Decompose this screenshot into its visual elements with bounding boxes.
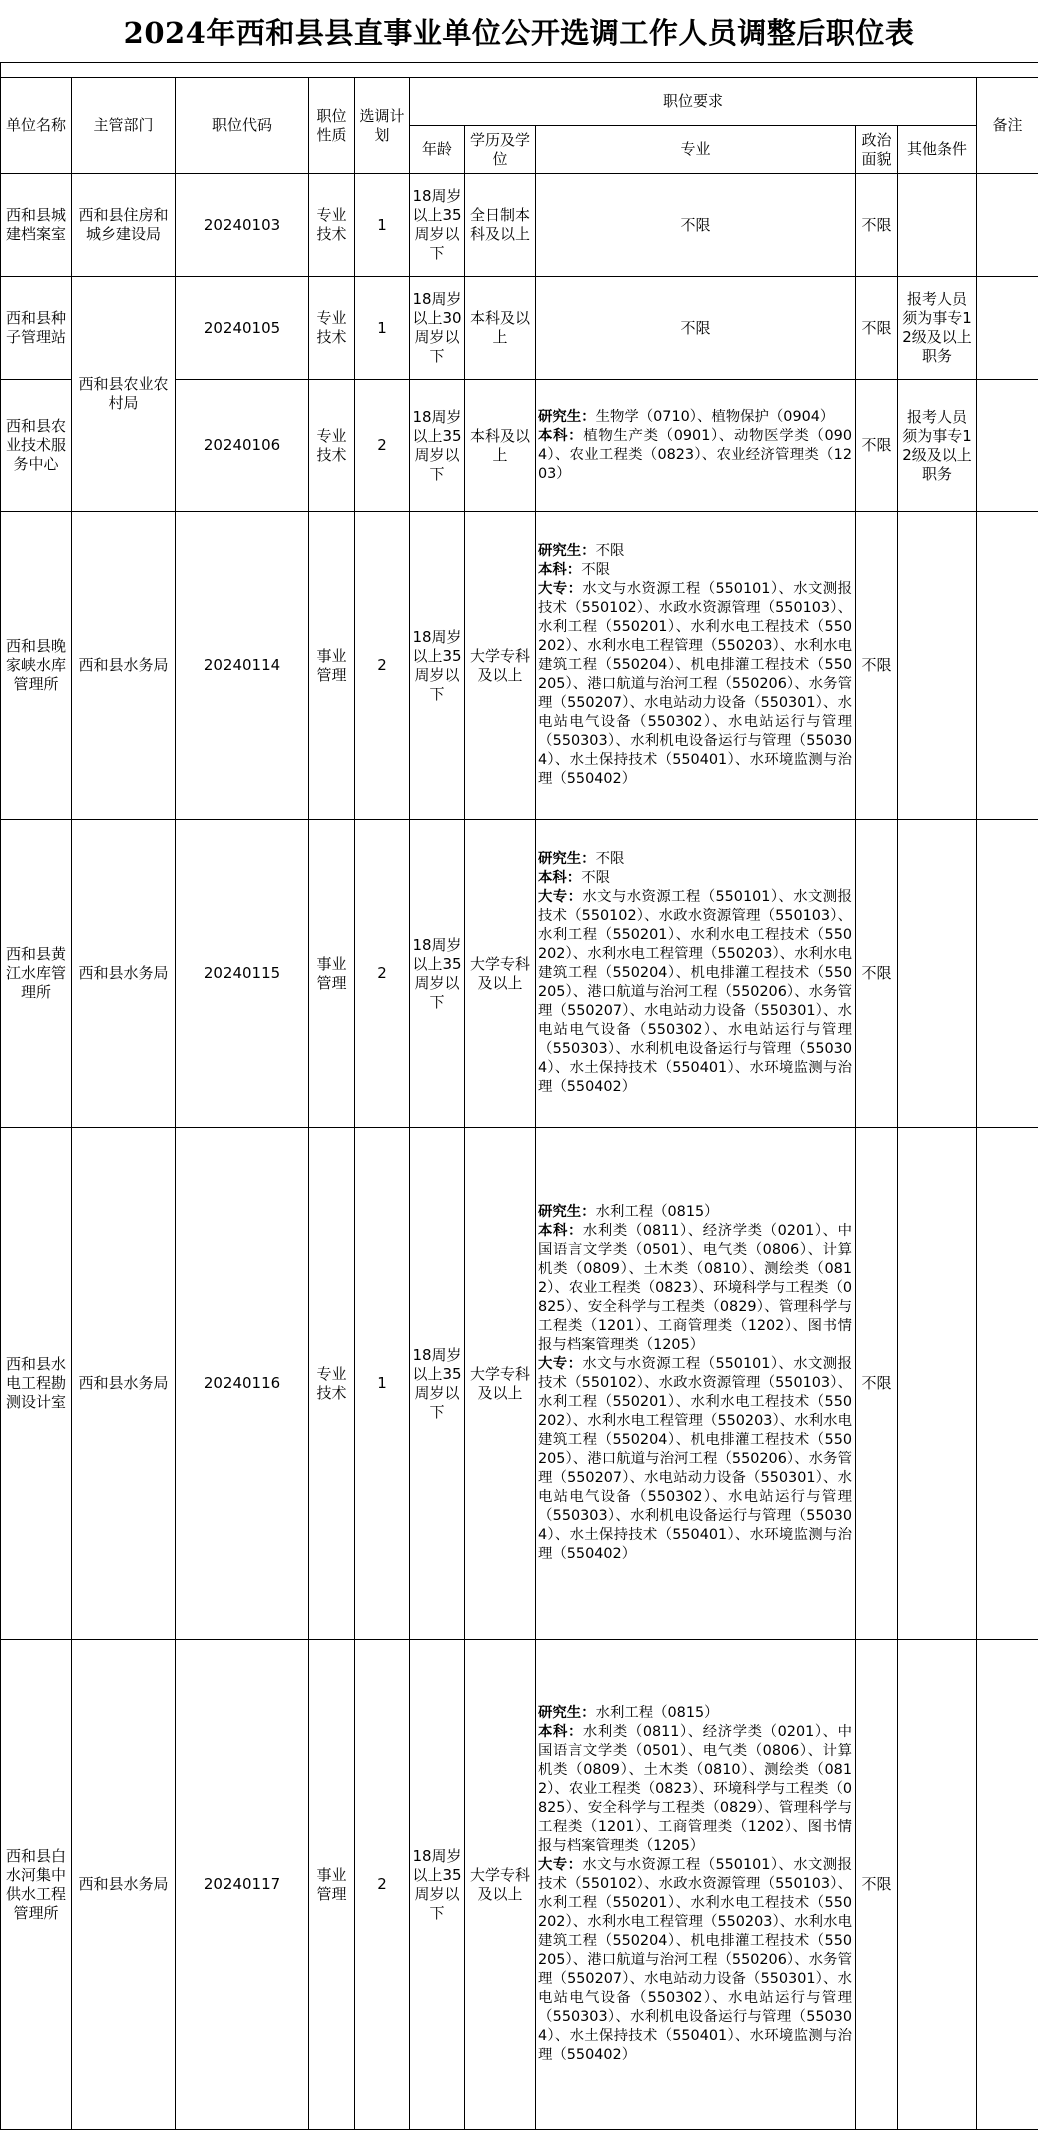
unit-cell: 西和县农业技术服务中心 [1, 380, 72, 512]
spacer-row [1, 63, 1038, 78]
political-cell: 不限 [856, 1128, 898, 1640]
table-row [1, 512, 1038, 820]
education-cell: 大学专科及以上 [465, 512, 536, 820]
table-row [1, 1128, 1038, 1640]
education-cell: 大学专科及以上 [465, 1128, 536, 1640]
major-cell [536, 380, 856, 512]
nature-cell: 事业管理 [309, 512, 355, 820]
grad-label: 研究生： [538, 408, 596, 425]
nature-cell: 专业技术 [309, 174, 355, 277]
other-cell [898, 820, 977, 1128]
other-cell [898, 1640, 977, 2130]
major-cell [536, 1640, 856, 2130]
header-political: 政治面貌 [856, 126, 898, 174]
ug-label: 本科： [538, 1223, 583, 1239]
other-cell: 报考人员须为事专12级及以上职务 [898, 380, 977, 512]
plan-cell: 2 [355, 1640, 410, 2130]
jc-label: 大专： [538, 889, 583, 905]
political-cell: 不限 [856, 174, 898, 277]
code-cell: 20240115 [176, 820, 309, 1128]
table-row [1, 174, 1038, 277]
jc-majors: 水文与水资源工程（550101）、水文测报技术（550102）、水政水资源管理（550103）、水利工程（550201）、水利水电工程技术（550202）、水利水电工程管理（550203）、水利水电建筑工程（550204）、机电排灌工程技术（550205）、港口航道与治河工程（550206）、水务管理（550207）、水电站动力设备（550301）、水电站电气设备（550302）、水电站运行与管理（550303）、水利机电设备运行与管理（550304）、水土保持技术（550401）、水环境监测与治理（550402） [538, 581, 852, 787]
other-cell [898, 174, 977, 277]
remarks-cell [977, 277, 1038, 380]
grad-majors: 不限 [595, 851, 625, 867]
political-cell: 不限 [856, 820, 898, 1128]
plan-cell: 1 [355, 277, 410, 380]
remarks-cell [977, 820, 1038, 1128]
code-cell: 20240103 [176, 174, 309, 277]
grad-majors: 水利工程（0815） [595, 1705, 719, 1721]
political-cell: 不限 [856, 512, 898, 820]
grad-label: 研究生： [538, 543, 596, 559]
plan-cell: 2 [355, 820, 410, 1128]
jc-majors: 水文与水资源工程（550101）、水文测报技术（550102）、水政水资源管理（550103）、水利工程（550201）、水利水电工程技术（550202）、水利水电工程管理（550203）、水利水电建筑工程（550204）、机电排灌工程技术（550205）、港口航道与治河工程（550206）、水务管理（550207）、水电站动力设备（550301）、水电站电气设备（550302）、水电站运行与管理（550303）、水利机电设备运行与管理（550304）、水土保持技术（550401）、水环境监测与治理（550402） [538, 889, 852, 1095]
page-title: 2024年西和县县直事业单位公开选调工作人员调整后职位表 [123, 15, 915, 50]
header-age: 年龄 [410, 126, 465, 174]
department-cell: 西和县水务局 [72, 512, 176, 820]
header-requirements: 职位要求 [410, 78, 977, 126]
jc-label: 大专： [538, 1857, 583, 1873]
jc-majors: 水文与水资源工程（550101）、水文测报技术（550102）、水政水资源管理（550103）、水利工程（550201）、水利水电工程技术（550202）、水利水电工程管理（550203）、水利水电建筑工程（550204）、机电排灌工程技术（550205）、港口航道与治河工程（550206）、水务管理（550207）、水电站动力设备（550301）、水电站电气设备（550302）、水电站运行与管理（550303）、水利机电设备运行与管理（550304）、水土保持技术（550401）、水环境监测与治理（550402） [538, 1857, 852, 2063]
grad-label: 研究生： [538, 1705, 596, 1721]
age-cell: 18周岁以上30周岁以下 [410, 277, 465, 380]
code-cell: 20240105 [176, 277, 309, 380]
table-row [1, 820, 1038, 1128]
header-unit-name: 单位名称 [1, 78, 72, 174]
department-cell: 西和县农业农村局 [72, 277, 176, 512]
political-cell: 不限 [856, 277, 898, 380]
header-major: 专业 [536, 126, 856, 174]
ug-majors: 水利类（0811）、经济学类（0201）、中国语言文学类（0501）、电气类（0806）、计算机类（0809）、土木类（0810）、测绘类（0812）、农业工程类（0823）、环境科学与工程类（0825）、安全科学与工程类（0829）、管理科学与工程类（1201）、工商管理类（1202）、图书情报与档案管理类（1205） [538, 1223, 852, 1353]
ug-majors: 植物生产类（0901）、动物医学类（0904）、农业工程类（0823）、农业经济管理类（1203） [538, 427, 852, 482]
other-cell [898, 1128, 977, 1640]
code-cell: 20240117 [176, 1640, 309, 2130]
remarks-cell [977, 174, 1038, 277]
education-cell: 大学专科及以上 [465, 820, 536, 1128]
major-cell: 不限 [536, 174, 856, 277]
plan-cell: 1 [355, 1128, 410, 1640]
major-cell [536, 820, 856, 1128]
remarks-cell [977, 1640, 1038, 2130]
ug-majors: 不限 [581, 562, 610, 578]
code-cell: 20240116 [176, 1128, 309, 1640]
grad-majors: 水利工程（0815） [595, 1204, 719, 1220]
plan-cell: 2 [355, 512, 410, 820]
major-cell [536, 1128, 856, 1640]
unit-cell: 西和县黄江水库管理所 [1, 820, 72, 1128]
header-department: 主管部门 [72, 78, 176, 174]
education-cell: 本科及以上 [465, 380, 536, 512]
code-cell: 20240114 [176, 512, 309, 820]
ug-label: 本科： [538, 1724, 583, 1740]
position-table [0, 62, 1038, 2130]
ug-label: 本科： [538, 427, 584, 444]
ug-label: 本科： [538, 562, 582, 578]
political-cell: 不限 [856, 1640, 898, 2130]
header-remarks: 备注 [977, 78, 1038, 174]
education-cell: 本科及以上 [465, 277, 536, 380]
remarks-cell [977, 512, 1038, 820]
age-cell: 18周岁以上35周岁以下 [410, 174, 465, 277]
grad-majors: 生物学（0710）、植物保护（0904） [595, 408, 835, 425]
header-row-1 [1, 78, 1038, 126]
department-cell: 西和县水务局 [72, 1640, 176, 2130]
nature-cell: 事业管理 [309, 1640, 355, 2130]
code-cell: 20240106 [176, 380, 309, 512]
education-cell: 大学专科及以上 [465, 1640, 536, 2130]
grad-label: 研究生： [538, 1204, 596, 1220]
other-cell: 报考人员须为事专12级及以上职务 [898, 277, 977, 380]
political-cell: 不限 [856, 380, 898, 512]
age-cell: 18周岁以上35周岁以下 [410, 512, 465, 820]
plan-cell: 1 [355, 174, 410, 277]
department-cell: 西和县住房和城乡建设局 [72, 174, 176, 277]
unit-cell: 西和县水电工程勘测设计室 [1, 1128, 72, 1640]
header-position-nature: 职位性质 [309, 78, 355, 174]
grad-label: 研究生： [538, 851, 596, 867]
plan-cell: 2 [355, 380, 410, 512]
unit-cell: 西和县城建档案室 [1, 174, 72, 277]
nature-cell: 专业技术 [309, 277, 355, 380]
header-plan: 选调计划 [355, 78, 410, 174]
remarks-cell [977, 380, 1038, 512]
grad-majors: 不限 [595, 543, 625, 559]
major-cell [536, 512, 856, 820]
remarks-cell [977, 1128, 1038, 1640]
nature-cell: 专业技术 [309, 380, 355, 512]
unit-cell: 西和县种子管理站 [1, 277, 72, 380]
table-row [1, 1640, 1038, 2130]
header-position-code: 职位代码 [176, 78, 309, 174]
header-education: 学历及学位 [465, 126, 536, 174]
other-cell [898, 512, 977, 820]
age-cell: 18周岁以上35周岁以下 [410, 820, 465, 1128]
education-cell: 全日制本科及以上 [465, 174, 536, 277]
jc-label: 大专： [538, 1356, 583, 1372]
age-cell: 18周岁以上35周岁以下 [410, 1128, 465, 1640]
department-cell: 西和县水务局 [72, 820, 176, 1128]
nature-cell: 事业管理 [309, 820, 355, 1128]
ug-majors: 水利类（0811）、经济学类（0201）、中国语言文学类（0501）、电气类（0806）、计算机类（0809）、土木类（0810）、测绘类（0812）、农业工程类（0823）、环境科学与工程类（0825）、安全科学与工程类（0829）、管理科学与工程类（1201）、工商管理类（1202）、图书情报与档案管理类（1205） [538, 1724, 852, 1854]
major-cell: 不限 [536, 277, 856, 380]
header-other: 其他条件 [898, 126, 977, 174]
department-cell: 西和县水务局 [72, 1128, 176, 1640]
age-cell: 18周岁以上35周岁以下 [410, 1640, 465, 2130]
ug-label: 本科： [538, 870, 582, 886]
jc-label: 大专： [538, 581, 583, 597]
age-cell: 18周岁以上35周岁以下 [410, 380, 465, 512]
nature-cell: 专业技术 [309, 1128, 355, 1640]
ug-majors: 不限 [581, 870, 610, 886]
unit-cell: 西和县晚家峡水库管理所 [1, 512, 72, 820]
unit-cell: 西和县白水河集中供水工程管理所 [1, 1640, 72, 2130]
jc-majors: 水文与水资源工程（550101）、水文测报技术（550102）、水政水资源管理（550103）、水利工程（550201）、水利水电工程技术（550202）、水利水电工程管理（550203）、水利水电建筑工程（550204）、机电排灌工程技术（550205）、港口航道与治河工程（550206）、水务管理（550207）、水电站动力设备（550301）、水电站电气设备（550302）、水电站运行与管理（550303）、水利机电设备运行与管理（550304）、水土保持技术（550401）、水环境监测与治理（550402） [538, 1356, 852, 1562]
table-row [1, 277, 1038, 380]
